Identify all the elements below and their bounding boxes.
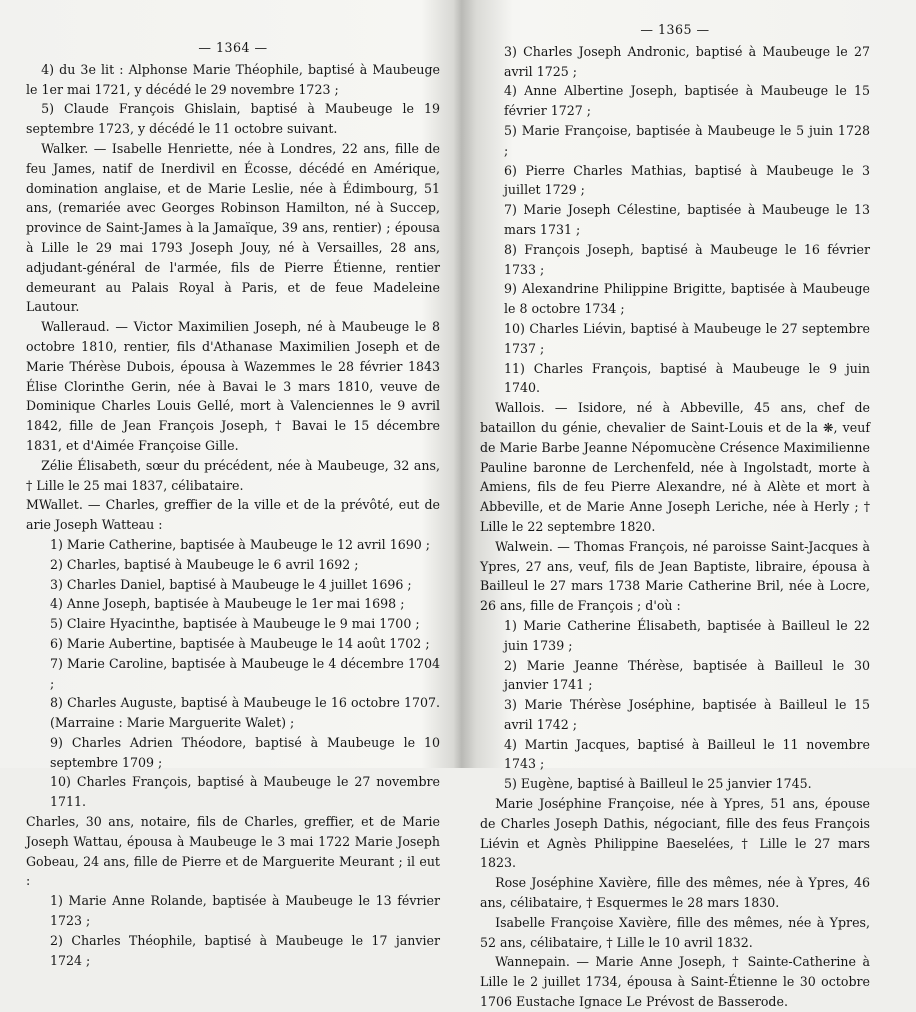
list-item: 7) Marie Caroline, baptisée à Maubeuge le 4 décembre 1704 ; [50, 655, 440, 691]
children-list [26, 535, 440, 812]
paragraph: Charles, 30 ans, notaire, fils de Charles, greffier, et de Marie Joseph Wattau, épousa à Maubeuge le 3 mai 1722 Marie Joseph Gobeau, 24 ans, fille de Pierre et de Marguerite Meurant ; il eut : [26, 814, 440, 889]
list-item: 9) Charles Adrien Théodore, baptisé à Maubeuge le 10 septembre 1709 ; [50, 734, 440, 770]
list-item: 11) Charles François, baptisé à Maubeuge le 9 juin 1740. [504, 360, 870, 396]
list-item: 1) Marie Anne Rolande, baptisée à Maubeuge le 13 février 1723 ; [50, 893, 440, 929]
paragraph: 5) Claude François Ghislain, baptisé à Maubeuge le 19 septembre 1723, y décédé le 11 octobre suivant. [26, 101, 440, 137]
list-item: 3) Marie Thérèse Joséphine, baptisée à Bailleul le 15 avril 1742 ; [504, 697, 870, 732]
list-item: 3) Charles Joseph Andronic, baptisé à Maubeuge le 27 avril 1725 ; [504, 43, 870, 79]
list-item: 4) Martin Jacques, baptisé à Bailleul le 11 novembre 1743 ; [504, 736, 870, 772]
entry-wallois: Wallois. — Isidore, né à Abbeville, 45 ans, chef de bataillon du génie, chevalier de Saint-Louis et de la ❋, veuf de Marie Barbe Jeanne Népomucène Crésence Maximilienne Pauline baronne de Lerchenfeld, née à Ingolstadt, morte à Amiens, fils de feu Pierre Alexandre, né à Alète et mort à Abbeville, et de Marie Anne Joseph Leriche, née à Herly ; † Lille le 22 septembre 1820. [480, 400, 870, 534]
list-item: 7) Marie Joseph Célestine, baptisée à Maubeuge le 13 mars 1731 ; [504, 202, 870, 237]
list-item: 10) Charles François, baptisé à Maubeuge le 27 novembre 1711. [50, 774, 440, 810]
list-item: 10) Charles Liévin, baptisé à Maubeuge le 27 septembre 1737 ; [504, 320, 870, 356]
children-list [26, 891, 440, 970]
list-item: 2) Charles Théophile, baptisé à Maubeuge le 17 janvier 1724 ; [50, 932, 440, 968]
children-list [480, 616, 870, 794]
list-item: 5) Eugène, baptisé à Bailleul le 25 janvier 1745. [504, 776, 812, 792]
paragraph: Zélie Élisabeth, sœur du précédent, née à Maubeuge, 32 ans, † Lille le 25 mai 1837, célibataire. [26, 457, 440, 493]
list-item: 2) Marie Jeanne Thérèse, baptisée à Bailleul le 30 janvier 1741 ; [504, 657, 870, 693]
entry-walwein: Walwein. — Thomas François, né paroisse Saint-Jacques à Ypres, 27 ans, veuf, fils de Jean Baptiste, libraire, épousa à Bailleul le 27 mars 1738 Marie Catherine Bril, née à Locre, 26 ans, fille de François ; d'où : [480, 538, 870, 614]
paragraph: Isabelle Françoise Xavière, fille des mêmes, née à Ypres, 52 ans, célibataire, † Lille le 10 avril 1832. [480, 914, 870, 950]
list-item: 6) Marie Aubertine, baptisée à Maubeuge le 14 août 1702 ; [50, 635, 430, 651]
right-page [480, 0, 870, 1010]
entry-walleraud: Walleraud. — Victor Maximilien Joseph, né à Maubeuge le 8 octobre 1810, rentier, fils d'Athanase Maximilien Joseph et de Marie Thérèse Dubois, épousa à Wazemmes le 28 février 1843 Élise Clorinthe Gerin, née à Bavai le 3 mars 1810, veuve de Dominique Charles Louis Gellé, mort à Valenciennes le 9 avril 1842, fille de Jean François Joseph, † Bavai le 15 décembre 1831, et d'Aimée Françoise Gille. [26, 319, 440, 453]
list-item: 6) Pierre Charles Mathias, baptisé à Maubeuge le 3 juillet 1729 ; [504, 162, 870, 198]
list-item: 5) Marie Françoise, baptisée à Maubeuge le 5 juin 1728 ; [504, 122, 870, 158]
list-item: 5) Claire Hyacinthe, baptisée à Maubeuge le 9 mai 1700 ; [50, 616, 420, 632]
page-number: — 1365 — [640, 22, 710, 37]
list-item: 4) Anne Albertine Joseph, baptisée à Maubeuge le 15 février 1727 ; [504, 83, 870, 119]
list-item: 3) Charles Daniel, baptisé à Maubeuge le 4 juillet 1696 ; [50, 576, 412, 592]
children-list [480, 42, 870, 398]
list-item: 8) Charles Auguste, baptisé à Maubeuge le 16 octobre 1707. (Marraine : Marie Marguerite Walet) ; [50, 695, 440, 731]
entry-wannepain: Wannepain. — Marie Anne Joseph, † Sainte-Catherine à Lille le 2 juillet 1734, épousa à Saint-Étienne le 30 octobre 1706 Eustache Ignace Le Prévost de Basserode. [480, 954, 870, 1010]
list-item: 9) Alexandrine Philippine Brigitte, baptisée à Maubeuge le 8 octobre 1734 ; [504, 281, 870, 317]
list-item: 8) François Joseph, baptisé à Maubeuge le 16 février 1733 ; [504, 241, 870, 277]
list-item: 1) Marie Catherine, baptisée à Maubeuge le 12 avril 1690 ; [50, 536, 430, 552]
list-item: 4) Anne Joseph, baptisée à Maubeuge le 1er mai 1698 ; [50, 596, 405, 612]
paragraph: Marie Joséphine Françoise, née à Ypres, 51 ans, épouse de Charles Joseph Dathis, négociant, fille des feus François Liévin et Agnès Philippine Baeselées, † Lille le 27 mars 1823. [480, 796, 870, 871]
entry-wallet: MWallet. — Charles, greffier de la ville et de la prévôté, eut de arie Joseph Watteau : [26, 497, 440, 533]
page-number: — 1364 — [198, 40, 268, 55]
left-page [26, 0, 440, 968]
list-item: 2) Charles, baptisé à Maubeuge le 6 avril 1692 ; [50, 556, 359, 572]
list-item: 1) Marie Catherine Élisabeth, baptisée à Bailleul le 22 juin 1739 ; [504, 617, 870, 653]
paragraph: Rose Joséphine Xavière, fille des mêmes, née à Ypres, 46 ans, célibataire, † Esquermes le 28 mars 1830. [480, 875, 870, 911]
paragraph: 4) du 3e lit : Alphonse Marie Théophile, baptisé à Maubeuge le 1er mai 1721, y décédé le 29 novembre 1723 ; [26, 61, 440, 97]
entry-walker: Walker. — Isabelle Henriette, née à Londres, 22 ans, fille de feu James, natif de Inerdivil en Écosse, décédé en Amérique, domination anglaise, et de Marie Leslie, née à Édimbourg, 51 ans, (remariée avec Georges Robinson Hamilton, né à Succep, province de Saint-James à la Jamaïque, 39 ans, rentier) ; épousa à Lille le 29 mai 1793 Joseph Jouy, né à Versailles, 28 ans, adjudant-général de l'armée, fils de Pierre Étienne, rentier demeurant au Palais Royal à Paris, et de feue Madeleine Lautour. [26, 140, 440, 315]
